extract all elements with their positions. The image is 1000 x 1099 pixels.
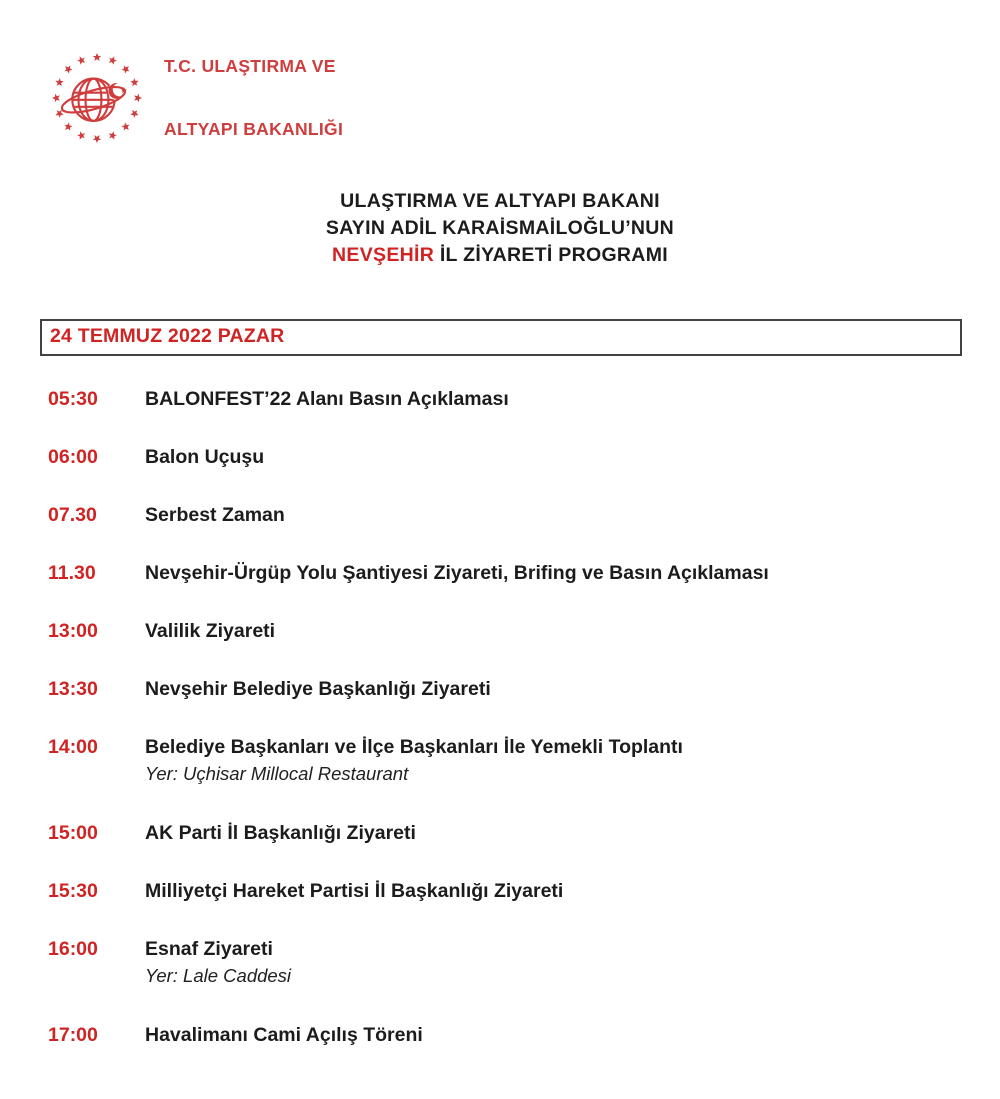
- date-header: 24 TEMMUZ 2022 PAZAR: [40, 319, 962, 356]
- ministry-name: [164, 14, 343, 182]
- schedule-time: 07.30: [48, 504, 97, 526]
- schedule-time: 13:00: [48, 620, 98, 642]
- schedule-row: [48, 387, 960, 412]
- ministry-logo: [0, 0, 1000, 182]
- schedule-row: [48, 821, 960, 846]
- schedule-title: Balon Uçuşu: [145, 446, 265, 468]
- schedule-time: 15:00: [48, 822, 98, 844]
- page-title: [0, 188, 1000, 269]
- schedule-time: 05:30: [48, 388, 98, 410]
- schedule-row: [48, 879, 960, 904]
- schedule-row: [48, 561, 960, 586]
- schedule-location: Yer: Lale Caddesi: [145, 965, 292, 986]
- schedule-row: [48, 937, 960, 990]
- schedule-row: [48, 1023, 960, 1048]
- schedule-title: Belediye Başkanları ve İlçe Başkanları İle Yemekli Toplantı: [145, 736, 683, 758]
- schedule-title: Havalimanı Cami Açılış Töreni: [145, 1024, 423, 1046]
- schedule-time: 17:00: [48, 1024, 98, 1046]
- schedule-title: Valilik Ziyareti: [145, 620, 276, 642]
- schedule-title: Nevşehir-Ürgüp Yolu Şantiyesi Ziyareti, Brifing ve Basın Açıklaması: [145, 562, 769, 584]
- ministry-name-line1: T.C. ULAŞTIRMA VE: [164, 56, 336, 76]
- page-title-line3-rest: İL ZİYARETİ PROGRAMI: [434, 244, 668, 266]
- schedule-title: Esnaf Ziyareti: [145, 938, 273, 960]
- schedule-time: 11.30: [48, 562, 96, 584]
- schedule-row: [48, 445, 960, 470]
- schedule-time: 14:00: [48, 736, 98, 758]
- schedule-title: Serbest Zaman: [145, 504, 285, 526]
- schedule-time: 15:30: [48, 880, 98, 902]
- schedule-title: AK Parti İl Başkanlığı Ziyareti: [145, 822, 416, 844]
- schedule-list: [48, 387, 960, 1048]
- page-title-line1: ULAŞTIRMA VE ALTYAPI BAKANI: [340, 190, 660, 212]
- schedule-row: [48, 503, 960, 528]
- page-title-city: NEVŞEHİR: [332, 244, 435, 266]
- schedule-time: 16:00: [48, 938, 98, 960]
- ministry-emblem-icon: [44, 45, 150, 151]
- schedule-row: [48, 619, 960, 644]
- schedule-row: [48, 735, 960, 788]
- page-title-line2: SAYIN ADİL KARAİSMAİLOĞLU’NUN: [325, 217, 675, 239]
- schedule-time: 13:30: [48, 678, 98, 700]
- schedule-location: Yer: Uçhisar Millocal Restaurant: [145, 763, 409, 784]
- page-title-line3: [0, 242, 1000, 269]
- ministry-name-line2: ALTYAPI BAKANLIĞI: [164, 119, 344, 139]
- schedule-title: BALONFEST’22 Alanı Basın Açıklaması: [145, 388, 509, 410]
- schedule-title: Milliyetçi Hareket Partisi İl Başkanlığı Ziyareti: [145, 880, 564, 902]
- schedule-time: 06:00: [48, 446, 98, 468]
- schedule-row: [48, 677, 960, 702]
- schedule-title: Nevşehir Belediye Başkanlığı Ziyareti: [145, 678, 491, 700]
